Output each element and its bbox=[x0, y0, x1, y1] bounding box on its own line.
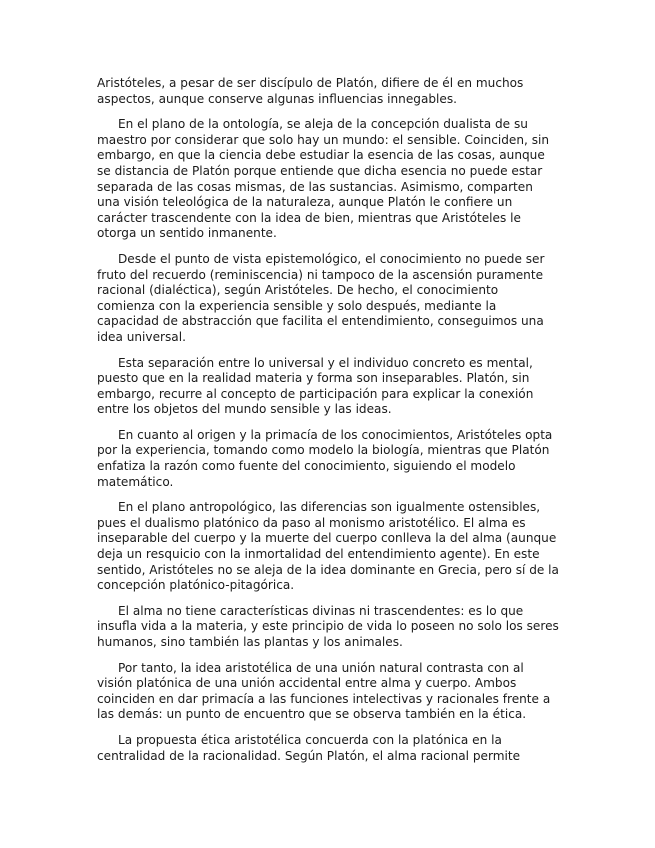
paragraph-9: La propuesta ética aristotélica concuerda con la platónica en la centralidad de la racionalidad. Según Platón, el alma racional permite bbox=[97, 732, 521, 763]
paragraph-4: Esta separación entre lo universal y el individuo concreto es mental, puesto que en la realidad materia y forma son inseparables. Platón, sin embargo, recurre al concepto de participación para explicar la conexión entre los objetos del mundo sensible y las ideas. bbox=[97, 355, 534, 417]
paragraph-1: Aristóteles, a pesar de ser discípulo de Platón, difiere de él en muchos aspectos, aunque conserve algunas influencias innegables. bbox=[97, 76, 524, 106]
paragraph-3: Desde el punto de vista epistemológico, el conocimiento no puede ser fruto del recuerdo (reminiscencia) ni tampoco de la ascensión puramente racional (dialéctica), según Aristóteles. De hecho, el conocimiento comienza con la experiencia sensible y solo después, mediante la capacidad de abstracción que facilita el entendimiento, conseguimos una idea universal. bbox=[97, 251, 545, 344]
paragraph-6: En el plano antropológico, las diferencias son igualmente ostensibles, pues el dualismo platónico da paso al monismo aristotélico. El alma es inseparable del cuerpo y la muerte del cuerpo conlleva la del alma (aunque deja un resquicio con la inmortalidad del entendimiento agente). En este sentido, Aristóteles no se aleja de la idea dominante en Grecia, pero sí de la concepción platónico-pitagórica. bbox=[97, 500, 559, 593]
paragraph-7: El alma no tiene características divinas ni trascendentes: es lo que insufla vida a la materia, y este principio de vida lo poseen no solo los seres humanos, sino también las plantas y los animales. bbox=[97, 603, 559, 649]
paragraph-5: En cuanto al origen y la primacía de los conocimientos, Aristóteles opta por la experiencia, tomando como modelo la biología, mientras que Platón enfatiza la razón como fuente del conocimiento, siguiendo el modelo matemático. bbox=[97, 427, 553, 489]
document-page bbox=[97, 76, 559, 774]
paragraph-2: En el plano de la ontología, se aleja de la concepción dualista de su maestro por considerar que solo hay un mundo: el sensible. Coinciden, sin embargo, en que la ciencia debe estudiar la esencia de las cosas, aunque se distancia de Platón porque entiende que dicha esencia no puede estar separada de las cosas mismas, de las sustancias. Asimismo, comparten una visión teleológica de la naturaleza, aunque Platón le confiere un carácter trascendente con la idea de bien, mientras que Aristóteles le otorga un sentido inmanente. bbox=[97, 117, 550, 241]
paragraph-8: Por tanto, la idea aristotélica de una unión natural contrasta con al visión platónica de una unión accidental entre alma y cuerpo. Ambos coinciden en dar primacía a las funciones intelectivas y racionales frente a las demás: un punto de encuentro que se observa también en la ética. bbox=[97, 660, 551, 722]
